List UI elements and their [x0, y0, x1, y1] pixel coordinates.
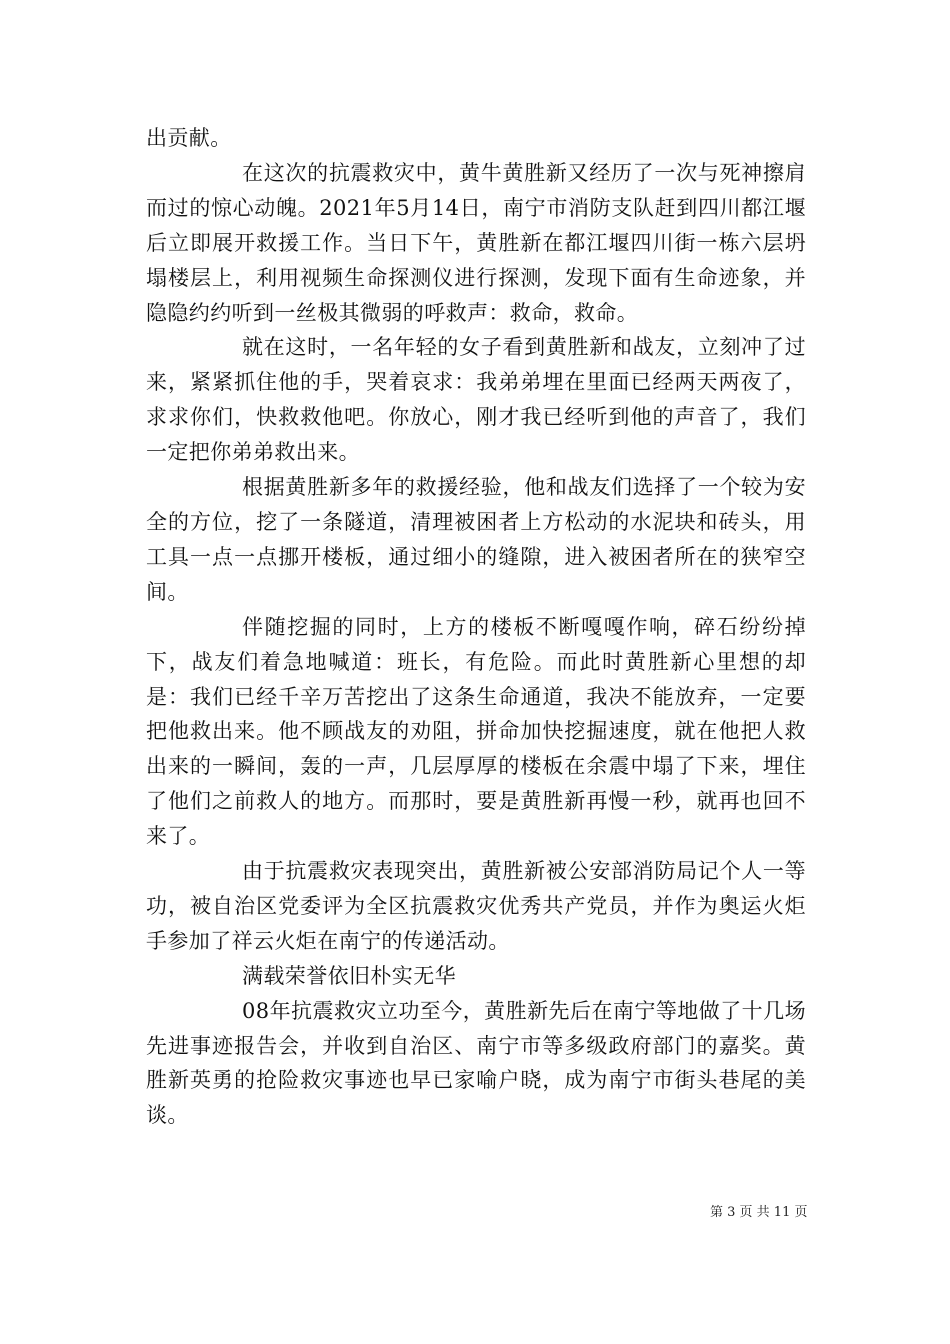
paragraph-earthquake-rescue: 在这次的抗震救灾中，黄牛黄胜新又经历了一次与死神擦肩而过的惊心动魄。2021年5月14日，南宁市消防支队赶到四川都江堰后立即展开救援工作。当日下午，黄胜新在都江堰四川街一栋六层坍塌楼层上，利用视频生命探测仪进行探测，发现下面有生命迹象，并隐隐约约听到一丝极其微弱的呼救声：救命，救命。	[146, 160, 806, 325]
paragraph-digging-danger: 伴随挖掘的同时，上方的楼板不断嘎嘎作响，碎石纷纷掉下，战友们着急地喊道：班长，有危险。而此时黄胜新心里想的却是：我们已经千辛万苦挖出了这条生命通道，我决不能放弃，一定要把他救出来。他不顾战友的劝阻，拼命加快挖掘速度，就在他把人救出来的一瞬间，轰的一声，几层厚厚的楼板在余震中塌了下来，埋住了他们之前救人的地方。而那时，要是黄胜新再慢一秒，就再也回不来了。	[146, 614, 806, 849]
paragraph-honors: 由于抗震救灾表现突出，黄胜新被公安部消防局记个人一等功，被自治区党委评为全区抗震救灾优秀共产党员，并作为奥运火炬手参加了祥云火炬在南宁的传递活动。	[146, 859, 806, 953]
section-heading: 满载荣誉依旧朴实无华	[242, 963, 456, 988]
paragraph-reports: 08年抗震救灾立功至今，黄胜新先后在南宁等地做了十几场先进事迹报告会，并收到自治区、南宁市等多级政府部门的嘉奖。黄胜新英勇的抢险救灾事迹也早已家喻户晓，成为南宁市街头巷尾的美谈。	[146, 998, 806, 1128]
page-number-footer: 第 3 页 共 11 页	[710, 1205, 808, 1220]
paragraph-young-woman: 就在这时，一名年轻的女子看到黄胜新和战友，立刻冲了过来，紧紧抓住他的手，哭着哀求：我弟弟埋在里面已经两天两夜了，求求你们，快救救他吧。你放心，刚才我已经听到他的声音了，我们一定把你弟弟救出来。	[146, 335, 806, 465]
paragraph-rescue-experience: 根据黄胜新多年的救援经验，他和战友们选择了一个较为安全的方位，挖了一条隧道，清理被困者上方松动的水泥块和砖头，用工具一点一点挪开楼板，通过细小的缝隙，进入被困者所在的狭窄空间。	[146, 475, 806, 604]
document-body	[146, 121, 806, 1133]
paragraph-continuation: 出贡献。	[146, 126, 232, 150]
